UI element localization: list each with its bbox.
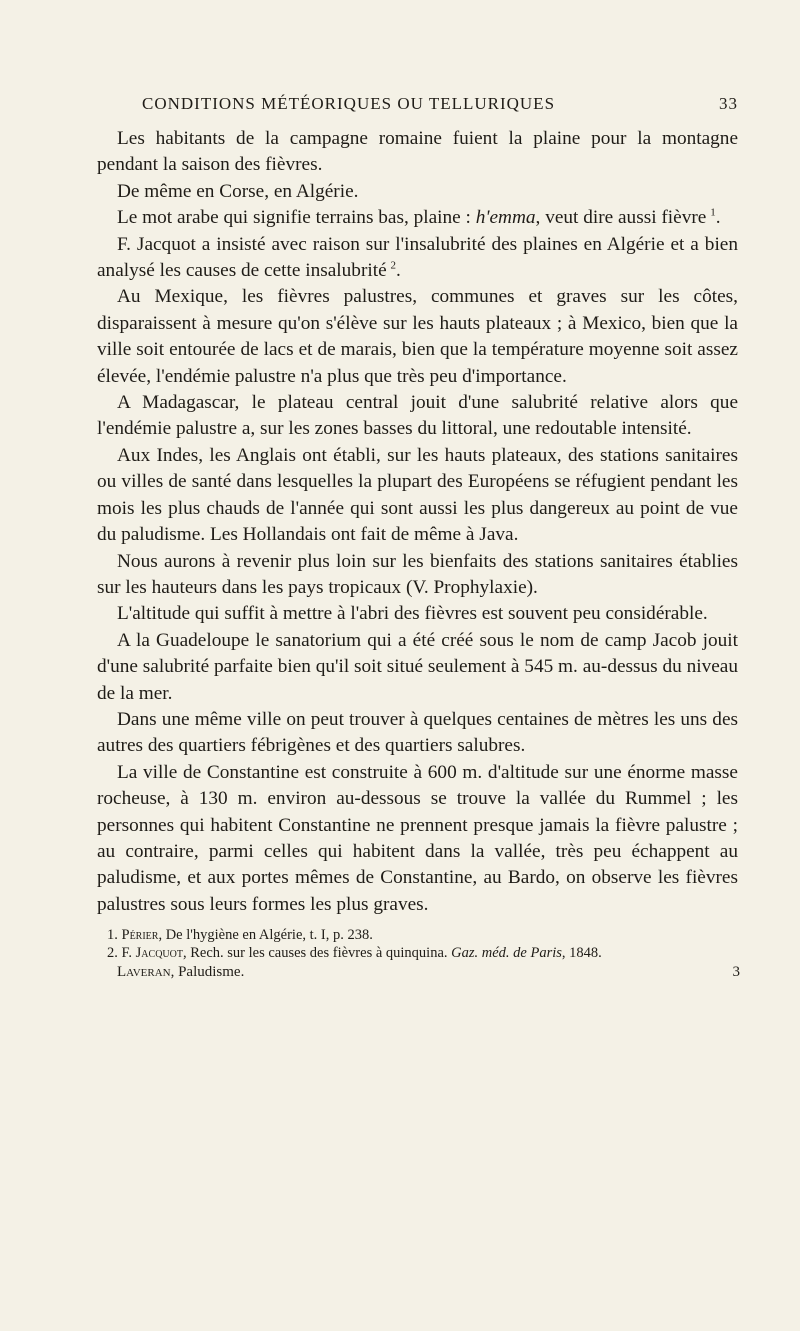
footnote-journal: Gaz. méd. de Paris	[451, 945, 562, 961]
paragraph: Dans une même ville on peut trouver à quelques centaines de mètres les uns des autres des quartiers fébrigènes et des quartiers salubres.	[97, 708, 738, 757]
footer-author: Laveran	[117, 964, 171, 980]
paragraph-text: Le mot arabe qui signifie terrains bas, plaine :	[117, 207, 476, 229]
paragraph: F. Jacquot a insisté avec raison sur l'insalubrité des plaines en Algérie et a bien analysé les causes de cette insalubrité $^2$.	[97, 233, 738, 282]
footnote	[107, 926, 740, 944]
footnote-text: , Rech. sur les causes des fièvres à quinquina.	[182, 945, 452, 961]
paragraph-text: , veut dire aussi fièvre	[535, 207, 707, 229]
footnote	[107, 944, 740, 962]
paragraph: La ville de Constantine est construite à 600 m. d'altitude sur une énorme masse rocheuse, à 130 m. environ au-dessous se trouve la vallée du Rummel ; les personnes qui habitent Constantine ne prennent presque jamais la fièvre palustre ; au contraire, parmi celles qui habitent dans la vallée, très peu échappent au paludisme, et aux portes mêmes de Constantine, au Bardo, on observe les fièvres palustres sous leurs formes les plus graves.	[97, 761, 738, 915]
footnotes	[107, 926, 740, 962]
footnote-text: , 1848.	[561, 945, 602, 961]
paragraph: Le mot arabe qui signifie terrains bas, plaine : h'emma, veut dire aussi fièvre $^1$.	[117, 206, 721, 229]
paragraph: De même en Corse, en Algérie.	[117, 180, 359, 202]
footnote-author: F. Jacquot	[121, 945, 183, 961]
paragraph: Au Mexique, les fièvres palustres, communes et graves sur les côtes, disparaissent à mesure qu'on s'élève sur les hauts plateaux ; à Mexico, bien que la ville soit entourée de lacs et de marais, bien que la température moyenne soit assez élevée, l'endémie palustre n'a plus que très peu d'importance.	[97, 286, 738, 387]
running-title: CONDITIONS MÉTÉORIQUES OU TELLURIQUES	[142, 94, 556, 113]
footnote-ref[interactable]: 1	[710, 206, 716, 219]
paragraph: A la Guadeloupe le sanatorium qui a été créé sous le nom de camp Jacob jouit d'une salubrité parfaite bien qu'il soit situé seulement à 545 m. au-dessus du niveau de la mer.	[97, 629, 738, 704]
running-head	[142, 94, 738, 120]
page-footer	[117, 964, 740, 984]
footnote-ref[interactable]: 2	[390, 259, 397, 272]
paragraph: Aux Indes, les Anglais ont établi, sur les hauts plateaux, des stations sanitaires ou villes de santé dans lesquelles la plupart des Européens se réfugient pendant les mois les plus chauds de l'année qui sont aussi les plus dangereux au point de vue du paludisme. Les Hollandais ont fait de même à Java.	[97, 444, 738, 546]
footnote-number: 1.	[107, 927, 118, 943]
footnote-text: , De l'hygiène en Algérie, t. I, p. 238.	[158, 927, 373, 943]
page-number: 33	[719, 94, 738, 113]
footer-title: , Paludisme.	[170, 964, 245, 980]
paragraph-text: F. Jacquot a insisté avec raison sur l'insalubrité des plaines en Algérie et a bien analysé les causes de cette insalubrité	[97, 233, 738, 282]
signature-mark: 3	[732, 964, 740, 980]
paragraph: L'altitude qui suffit à mettre à l'abri des fièvres est souvent peu considérable.	[117, 603, 708, 625]
arabic-word: h'emma	[475, 207, 536, 229]
paragraph: Nous aurons à revenir plus loin sur les bienfaits des stations sanitaires établies sur les hauteurs dans les pays tropicaux (V. Prophylaxie).	[97, 550, 738, 598]
paragraph: Les habitants de la campagne romaine fuient la plaine pour la montagne pendant la saison des fièvres.	[97, 128, 738, 176]
body-text	[97, 126, 738, 918]
paragraph: A Madagascar, le plateau central jouit d'une salubrité relative alors que l'endémie palustre a, sur les zones basses du littoral, une redoutable intensité.	[97, 392, 738, 440]
footnote-number: 2.	[107, 945, 118, 961]
footnote-author: Périer	[121, 927, 159, 943]
